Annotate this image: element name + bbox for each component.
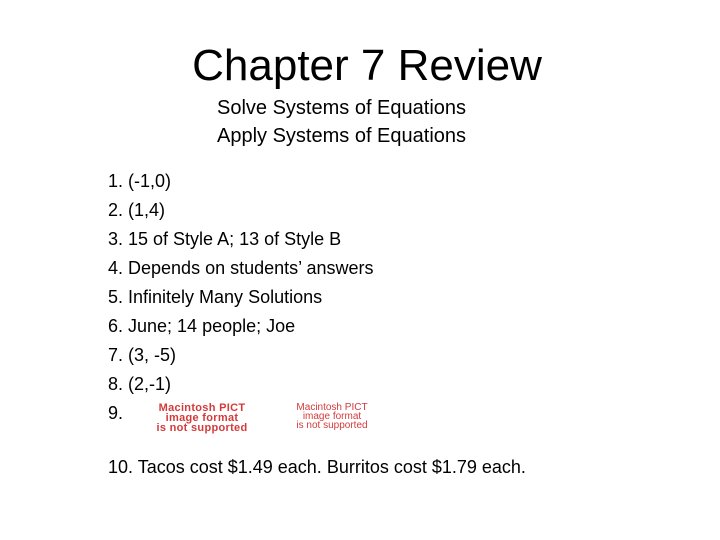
placeholder-1-line-2: image format (165, 412, 239, 424)
answer-item-9-label: 9. (108, 403, 124, 423)
answer-item-3: 3. 15 of Style A; 13 of Style B (108, 229, 342, 249)
unsupported-image-placeholder-1 (140, 403, 264, 433)
subtitle-solve: Solve Systems of Equations (217, 97, 467, 119)
answer-item-1: 1. (-1,0) (108, 171, 172, 191)
answer-item-10: 10. Tacos cost $1.49 each. Burritos cost $1.79 each. (108, 457, 526, 477)
placeholder-2-line-1: Macintosh PICT (296, 402, 368, 413)
answer-item-7: 7. (3, -5) (108, 345, 177, 365)
answer-item-5: 5. Infinitely Many Solutions (108, 287, 323, 307)
unsupported-image-placeholder-2 (286, 403, 378, 430)
answer-item-2: 2. (1,4) (108, 200, 166, 220)
placeholder-2-line-3: is not supported (296, 420, 368, 431)
placeholder-1-line-3: is not supported (156, 422, 248, 434)
slide-title: Chapter 7 Review (192, 41, 542, 90)
answer-item-4: 4. Depends on students’ answers (108, 258, 374, 278)
answer-item-6: 6. June; 14 people; Joe (108, 316, 296, 336)
placeholder-2-line-2: image format (302, 411, 362, 422)
placeholder-1-line-1: Macintosh PICT (158, 402, 246, 414)
subtitle-block (217, 94, 466, 150)
answer-list (108, 167, 374, 434)
subtitle-apply: Apply Systems of Equations (217, 125, 467, 147)
answer-item-8: 8. (2,-1) (108, 374, 172, 394)
answer-item-9 (108, 399, 374, 434)
